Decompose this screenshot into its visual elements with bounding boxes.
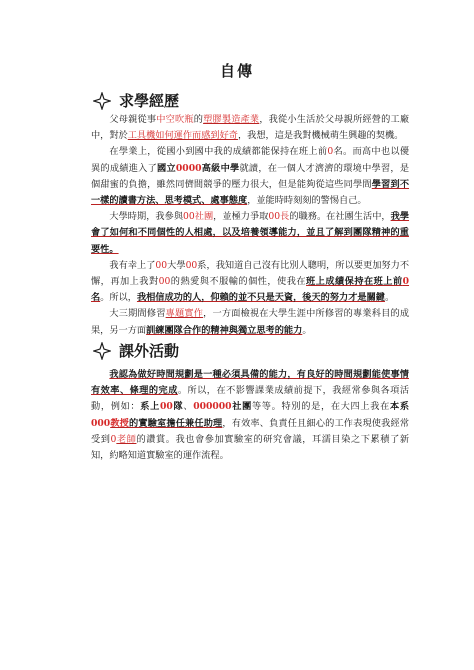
text-run: 的 xyxy=(193,114,204,125)
text-run: 我學會了如何和不同個性的人相處，以及培養領導能力，並且了解到團隊精神的重要性。 xyxy=(91,211,410,255)
section-heading-text: 求學經歷 xyxy=(119,92,180,110)
text-run: 系，我知道自己沒有比別人聰明，所以要更加努力不懈，再加上我對 xyxy=(91,259,410,288)
text-run: 名。而高中也以優異的成績進入了 xyxy=(91,146,410,174)
text-run: 學習到不一樣的讀書方法、思考模式、處事態度 xyxy=(91,178,410,207)
paragraph xyxy=(91,144,409,209)
text-run: 000000 xyxy=(193,401,232,413)
text-run: 等等。特別的是，在大四上我在 xyxy=(251,401,390,413)
text-run: 00 xyxy=(160,401,173,413)
document-title: 自傳 xyxy=(219,62,254,80)
text-run: 老師 xyxy=(116,433,137,445)
text-run: 中空吹瓶 xyxy=(156,114,194,125)
text-run: ，我想，這是我對機械萌生興趣的契機。 xyxy=(238,130,404,142)
text-run: 工具機如何運作而感到好奇 xyxy=(127,130,238,142)
text-run: 大三期間修習 xyxy=(109,308,166,320)
text-run: 的實驗室擔任兼任助理 xyxy=(129,417,223,429)
paragraph xyxy=(91,112,409,144)
text-run: 名 xyxy=(91,292,101,304)
text-run: 的職務。在社團生活中， xyxy=(289,211,391,223)
text-run: 高級中學 xyxy=(201,162,240,174)
four-point-star-icon xyxy=(93,342,111,360)
text-run: 00長 xyxy=(268,211,290,223)
text-run: 的讚賞。我也會參加實驗室的研究會議，耳濡目染之下累積了新知，約略知道實驗室的運作流程。 xyxy=(91,433,410,462)
section-heading-text: 課外活動 xyxy=(119,342,180,360)
text-run: ，有效率、負責任且細心的工作表現使我經常受到 xyxy=(91,417,410,445)
text-run: 00 xyxy=(155,259,168,271)
section-heading-education xyxy=(93,90,179,111)
text-run: 。所以， xyxy=(100,292,137,304)
text-run: ，並能時時刻刻的警惕自己。 xyxy=(247,195,367,207)
text-run: 的熱愛與不服輸的個性，使我在 xyxy=(170,276,307,288)
text-run: 我有幸上了 xyxy=(109,259,156,271)
text-run: 教授 xyxy=(110,417,130,429)
text-run: 班上成績保持在班上前 xyxy=(306,276,403,288)
text-run: 系上 xyxy=(140,401,161,413)
section-heading-activities xyxy=(93,340,179,361)
text-run: 。 xyxy=(385,292,395,304)
text-run: 、 xyxy=(183,401,194,413)
text-run: 訓練團隊合作的精神與獨立思考的能力 xyxy=(146,324,303,336)
four-point-star-icon xyxy=(93,92,111,110)
text-run: 塑膠製造產業 xyxy=(203,114,260,125)
text-run: 在學業上，從國小到國中我的成績都能保持在班上前 xyxy=(109,146,328,158)
text-run: 大學 xyxy=(167,259,186,271)
text-run: 00 xyxy=(185,259,198,271)
text-run: 我相信成功的人，仰賴的並不只是天資，後天的努力才是關鍵 xyxy=(136,292,385,304)
paragraph xyxy=(91,209,409,258)
text-run: 0 xyxy=(327,146,334,158)
text-run: 00 xyxy=(158,276,171,288)
text-run: 。 xyxy=(302,324,312,336)
text-run: 國立 xyxy=(157,162,176,174)
text-run: 00社團 xyxy=(183,211,214,223)
text-run: 我認為做好時間規劃是一種必須具備的能力，有良好的時間規劃能使事情有效率、條理的完成 xyxy=(91,369,409,397)
paragraph xyxy=(91,367,409,464)
text-run: 0 xyxy=(110,433,117,445)
text-run: 本系 xyxy=(389,401,410,413)
text-run: 0 xyxy=(402,276,410,288)
section-body-activities xyxy=(91,367,409,464)
text-run: 就讀，在一個人才濟濟的環境中學習，是個甜蜜的負擔，雖然同儕間競爭的壓力很大，但是能夠從這些同學間 xyxy=(91,162,410,190)
text-run: 0000 xyxy=(175,162,202,174)
text-run: 大學時期，我參與 xyxy=(109,211,184,223)
text-run: ，一方面檢視在大學生涯中所修習的專業科目的成果，另一方面 xyxy=(91,308,410,336)
paragraph xyxy=(91,258,409,307)
text-run: ，我從小生活於父母親所經營的工廠中，對於 xyxy=(91,114,410,142)
text-run: 。所以，在不影響課業成績前提下，我經常參與各項活動，例如： xyxy=(91,385,410,413)
text-run: 000 xyxy=(91,417,111,429)
section-body-education xyxy=(91,112,409,339)
text-run: 社團 xyxy=(231,401,252,413)
text-run: 父母親從事 xyxy=(109,114,157,125)
paragraph xyxy=(91,306,409,338)
text-run: 專題實作 xyxy=(165,308,204,320)
text-run: ，並極力爭取 xyxy=(213,211,269,223)
text-run: 隊 xyxy=(172,401,184,413)
